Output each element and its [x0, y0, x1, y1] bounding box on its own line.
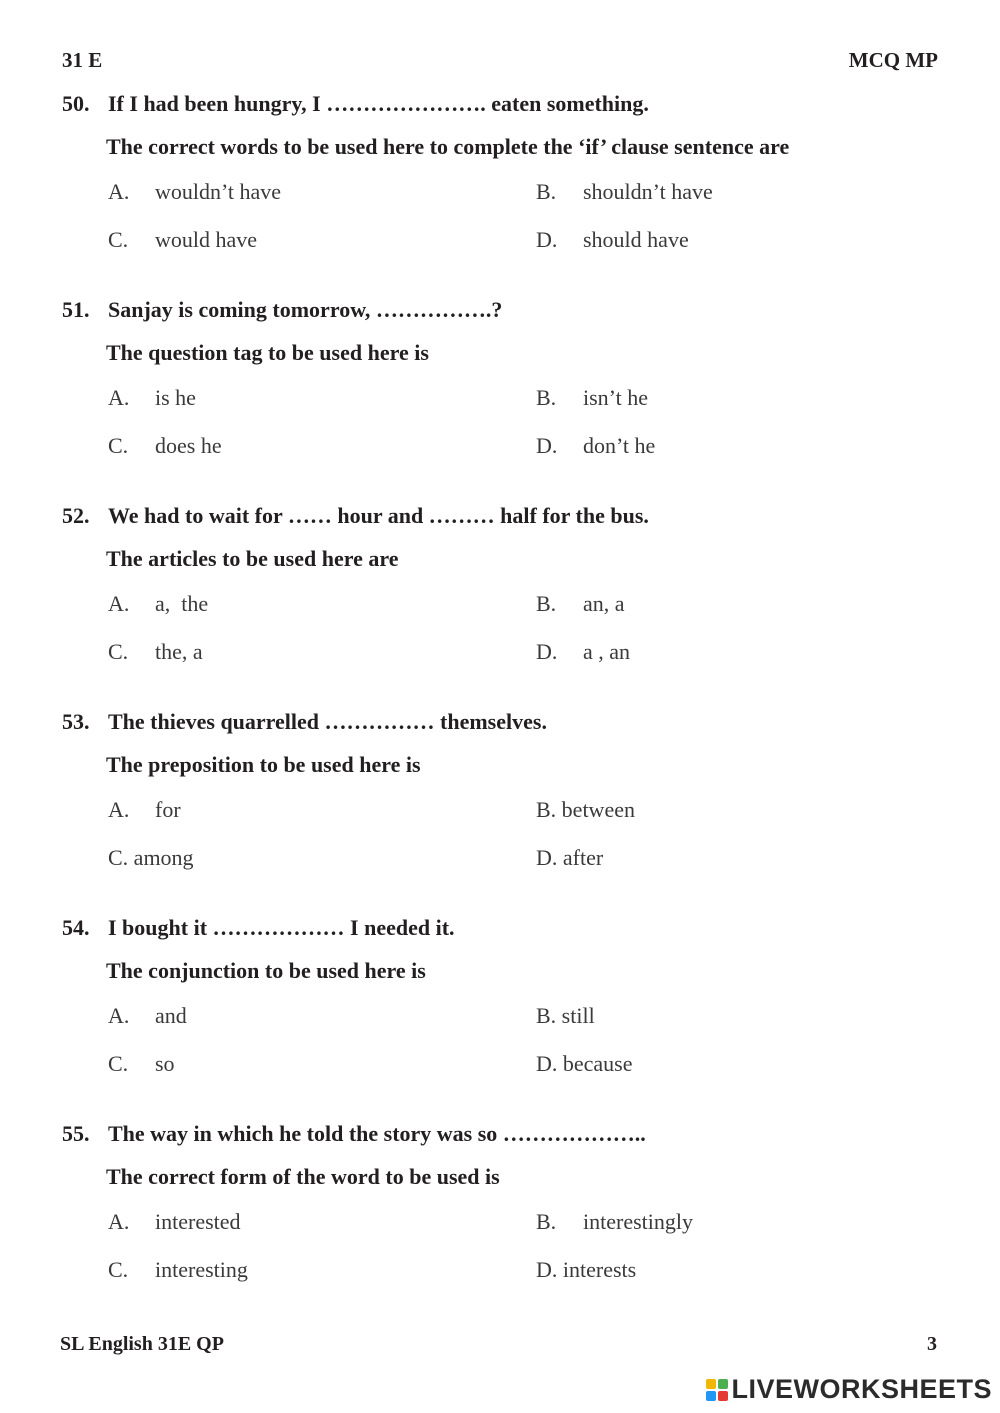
- option-letter: A.: [108, 385, 130, 410]
- option-text: don’t he: [583, 433, 656, 458]
- option-a[interactable]: [108, 795, 181, 825]
- option-letter: B.: [536, 1209, 557, 1234]
- option-a[interactable]: [108, 177, 281, 207]
- option-text: and: [155, 1003, 187, 1028]
- logo-tile: [706, 1379, 716, 1389]
- options: [62, 383, 942, 479]
- question-number: 50.: [62, 91, 90, 116]
- question-stem: [62, 1119, 942, 1149]
- option-letter: D.: [536, 639, 558, 664]
- option-text: wouldn’t have: [155, 179, 282, 204]
- option-text: B. between: [536, 797, 635, 822]
- option-text: B. still: [536, 1003, 595, 1028]
- option-letter: D.: [536, 227, 558, 252]
- option-letter: A.: [108, 1003, 130, 1028]
- question-52: [62, 501, 942, 685]
- options: [62, 589, 942, 685]
- option-d[interactable]: [536, 1255, 636, 1285]
- liveworksheets-logo: [706, 1374, 992, 1405]
- option-d[interactable]: [536, 637, 630, 667]
- option-a[interactable]: [108, 589, 208, 619]
- option-text: for: [155, 797, 181, 822]
- option-text: an, a: [583, 591, 625, 616]
- option-text: interesting: [155, 1257, 248, 1282]
- options: [62, 795, 942, 891]
- question-number: 55.: [62, 1121, 90, 1146]
- option-text: so: [155, 1051, 175, 1076]
- logo-tile: [718, 1379, 728, 1389]
- question-number: 51.: [62, 297, 90, 322]
- option-letter: B.: [536, 591, 557, 616]
- question-text: If I had been hungry, I …………………. eaten something.: [108, 91, 649, 116]
- question-stem: [62, 707, 942, 737]
- header-code: 31 E: [62, 48, 103, 72]
- question-prompt: The preposition to be used here is: [106, 752, 421, 777]
- question-51: [62, 295, 942, 479]
- option-c[interactable]: [108, 431, 222, 461]
- logo-tile: [718, 1391, 728, 1401]
- question-number: 53.: [62, 709, 90, 734]
- question-stem: [62, 295, 942, 325]
- option-a[interactable]: [108, 1207, 241, 1237]
- option-text: D. after: [536, 845, 604, 870]
- question-prompt: The correct form of the word to be used is: [106, 1164, 500, 1189]
- option-b[interactable]: [536, 383, 648, 413]
- question-prompt: The conjunction to be used here is: [106, 958, 426, 983]
- option-text: D. because: [536, 1051, 633, 1076]
- option-c[interactable]: [108, 225, 257, 255]
- option-letter: C.: [108, 433, 129, 458]
- option-b[interactable]: [536, 589, 625, 619]
- question-prompt: The question tag to be used here is: [106, 340, 429, 365]
- question-54: [62, 913, 942, 1097]
- option-letter: C.: [108, 639, 129, 664]
- option-text: would have: [155, 227, 258, 252]
- option-c[interactable]: [108, 637, 203, 667]
- option-text: C. among: [108, 845, 194, 870]
- option-a[interactable]: [108, 1001, 187, 1031]
- option-b[interactable]: [536, 1001, 595, 1031]
- page-number: 3: [927, 1333, 937, 1355]
- options: [62, 1001, 942, 1097]
- option-text: does he: [155, 433, 222, 458]
- question-stem: [62, 913, 942, 943]
- logo-tile: [706, 1391, 716, 1401]
- question-text: The way in which he told the story was so ………………..: [108, 1121, 646, 1146]
- option-b[interactable]: [536, 795, 635, 825]
- option-text: isn’t he: [583, 385, 648, 410]
- option-text: shouldn’t have: [583, 179, 713, 204]
- option-text: is he: [155, 385, 196, 410]
- question-stem: [62, 89, 942, 119]
- option-a[interactable]: [108, 383, 196, 413]
- option-text: interestingly: [583, 1209, 693, 1234]
- option-letter: C.: [108, 227, 129, 252]
- question-number: 52.: [62, 503, 90, 528]
- option-b[interactable]: [536, 1207, 693, 1237]
- option-d[interactable]: [536, 225, 689, 255]
- question-text: I bought it ……………… I needed it.: [108, 915, 455, 940]
- option-c[interactable]: [108, 843, 194, 873]
- option-letter: A.: [108, 591, 130, 616]
- question-55: [62, 1119, 942, 1303]
- question-50: [62, 89, 942, 273]
- question-text: We had to wait for …… hour and ……… half for the bus.: [108, 503, 649, 528]
- option-text: a , an: [583, 639, 631, 664]
- option-b[interactable]: [536, 177, 713, 207]
- option-d[interactable]: [536, 843, 603, 873]
- option-text: a, the: [155, 591, 209, 616]
- question-text: The thieves quarrelled …………… themselves.: [108, 709, 547, 734]
- option-letter: A.: [108, 1209, 130, 1234]
- option-text: D. interests: [536, 1257, 637, 1282]
- question-number: 54.: [62, 915, 90, 940]
- option-c[interactable]: [108, 1049, 175, 1079]
- option-d[interactable]: [536, 1049, 633, 1079]
- question-53: [62, 707, 942, 891]
- option-text: the, a: [155, 639, 203, 664]
- option-letter: C.: [108, 1257, 129, 1282]
- option-letter: A.: [108, 179, 130, 204]
- footer-subject: SL English 31E QP: [60, 1333, 224, 1355]
- question-text: Sanjay is coming tomorrow, …………….?: [108, 297, 503, 322]
- question-stem: [62, 501, 942, 531]
- option-text: interested: [155, 1209, 241, 1234]
- logo-mark-icon: [706, 1379, 728, 1401]
- option-letter: C.: [108, 1051, 129, 1076]
- logo-text: LIVEWORKSHEETS: [731, 1374, 992, 1404]
- header-title: MCQ MP: [848, 48, 938, 72]
- option-letter: A.: [108, 797, 130, 822]
- question-prompt: The correct words to be used here to complete the ‘if’ clause sentence are: [106, 134, 790, 159]
- option-text: should have: [583, 227, 689, 252]
- option-letter: B.: [536, 179, 557, 204]
- option-c[interactable]: [108, 1255, 248, 1285]
- option-d[interactable]: [536, 431, 655, 461]
- options: [62, 177, 942, 273]
- option-letter: B.: [536, 385, 557, 410]
- option-letter: D.: [536, 433, 558, 458]
- question-prompt: The articles to be used here are: [106, 546, 399, 571]
- options: [62, 1207, 942, 1303]
